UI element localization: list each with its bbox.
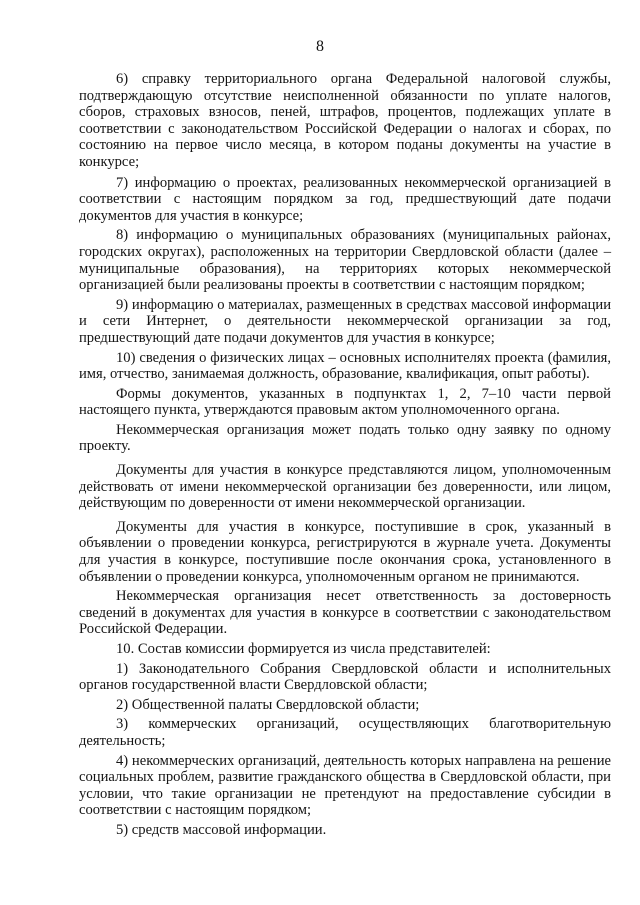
paragraph-item-9-media-info: 9) информацию о материалах, размещенных в средствах массовой информации и сети Интернет, о деятельности некоммерческой организации за год, предшествующий дате подачи документов для участия в конкурсе; [79, 296, 611, 346]
paragraph-commission-member-1: 1) Законодательного Собрания Свердловской области и исполнительных органов государственной власти Свердловской области; [79, 660, 611, 694]
paragraph-commission-member-5: 5) средств массовой информации. [116, 821, 327, 838]
paragraph-commission-member-3: 3) коммерческих организаций, осуществляющих благотворительную деятельность; [79, 716, 611, 749]
paragraph-commission-member-2: 2) Общественной палаты Свердловской области; [116, 696, 420, 713]
paragraph-item-6-tax-certificate: 6) справку территориального органа Федеральной налоговой службы, подтверждающую отсутствие неисполненной обязанности по уплате налогов, сборов, страховых взносов, пеней, штрафов, процентов, подлежащих уплате в соответствии с законодательством Российской Федерации о налогах и сборах, по состоянию на первое число месяца, в котором поданы документы на участие в конкурсе; [79, 71, 611, 170]
paragraph-item-8-municipalities-info: 8) информацию о муниципальных образованиях (муниципальных районах, городских округах), расположенных на территории Свердловской области (далее – муниципальные образования), на территориях которых некоммерческой организацией были реализованы проекты в соответствии с настоящим порядком; [79, 227, 611, 294]
page-number: 8 [316, 38, 324, 55]
paragraph-registration: Документы для участия в конкурсе, поступившие в срок, указанный в объявлении о проведении конкурса, регистрируются в журнале учета. Документы для участия в конкурсе, поступившие после окончания срока, установленного в объявлении о проведении конкурса, уполномоченным органом не принимаются. [79, 518, 611, 585]
paragraph-one-application: Некоммерческая организация может подать только одну заявку по одному проекту. [79, 421, 611, 455]
paragraph-item-10-executors-info: 10) сведения о физических лицах – основных исполнителях проекта (фамилия, имя, отчество, занимаемая должность, образование, квалификация, опыт работы). [79, 349, 611, 383]
paragraph-document-forms: Формы документов, указанных в подпунктах 1, 2, 7–10 части первой настоящего пункта, утверждаются правовым актом уполномоченного органа. [79, 385, 611, 419]
paragraph-responsibility: Некоммерческая организация несет ответственность за достоверность сведений в документах для участия в конкурсе в соответствии с законодательством Российской Федерации. [79, 588, 611, 638]
paragraph-commission-member-4: 4) некоммерческих организаций, деятельность которых направлена на решение социальных проблем, развитие гражданского общества в Свердловской области, при условии, что такие организации не претендуют на предоставление субсидии в соответствии с настоящим порядком; [79, 752, 611, 819]
paragraph-item-7-projects-info: 7) информацию о проектах, реализованных некоммерческой организацией в соответствии с настоящим порядком за год, предшествующий дате подачи документов для участия в конкурсе; [79, 174, 611, 224]
document-body [79, 71, 611, 839]
paragraph-submission-by-representative: Документы для участия в конкурсе представляются лицом, уполномоченным действовать от имени некоммерческой организации без доверенности, или лицом, действующим по доверенности от имени некоммерческой организации. [79, 462, 611, 512]
paragraph-commission-composition: 10. Состав комиссии формируется из числа представителей: [116, 641, 491, 657]
